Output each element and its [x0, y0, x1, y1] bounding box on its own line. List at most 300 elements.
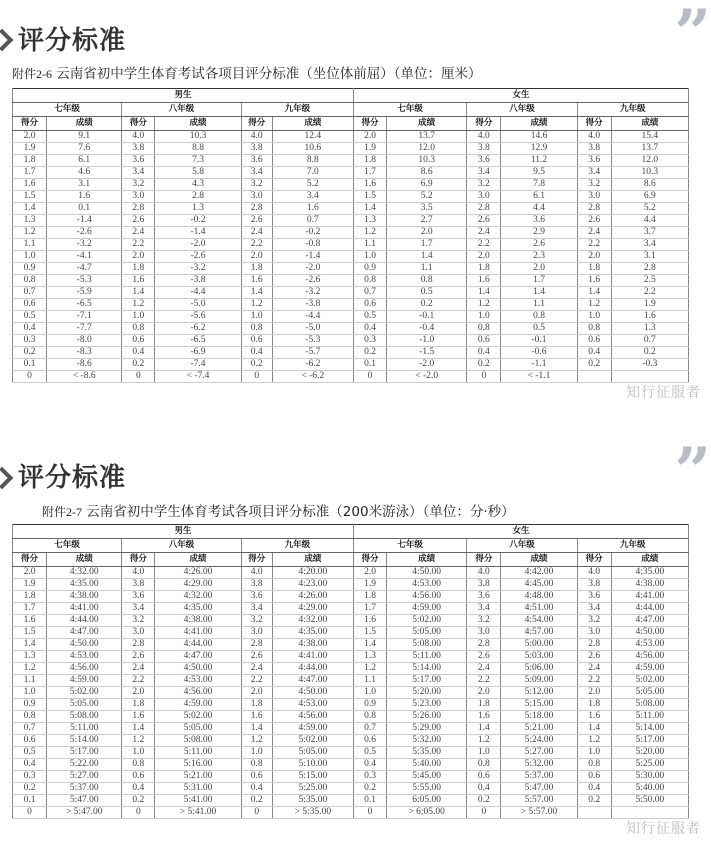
- score-cell: 1.0: [13, 687, 47, 699]
- score-cell: 2.2: [241, 239, 272, 251]
- score-cell: 0.2: [241, 359, 272, 371]
- score-cell: 0.7: [353, 723, 386, 735]
- result-cell: 5:08.00: [47, 711, 122, 723]
- result-cell: 4:53.00: [611, 639, 688, 651]
- score-header: 得分: [13, 117, 47, 131]
- result-cell: -7.4: [155, 359, 241, 371]
- result-cell: 4:29.00: [272, 603, 353, 615]
- score-cell: 1.2: [577, 299, 611, 311]
- result-cell: 4:23.00: [272, 579, 353, 591]
- score-cell: 0: [467, 807, 501, 819]
- score-cell: 4.0: [577, 131, 611, 143]
- table-row: [13, 783, 689, 795]
- score-cell: 3.8: [467, 143, 501, 155]
- score-cell: 0: [241, 807, 272, 819]
- result-cell: -4.4: [155, 287, 241, 299]
- result-cell: -6.2: [155, 323, 241, 335]
- score-cell: 2.6: [577, 215, 611, 227]
- score-cell: 0.4: [13, 759, 47, 771]
- result-cell: -3.8: [272, 299, 353, 311]
- score-cell: 1.7: [353, 167, 386, 179]
- score-cell: 0.8: [13, 275, 47, 287]
- score-cell: 1.4: [122, 723, 155, 735]
- score-cell: 1.2: [122, 299, 155, 311]
- result-cell: 13.7: [611, 143, 688, 155]
- result-cell: 12.4: [272, 131, 353, 143]
- result-cell: 4:41.00: [155, 627, 241, 639]
- result-cell: 5:25.00: [611, 759, 688, 771]
- score-cell: 1.9: [13, 579, 47, 591]
- score-cell: 1.8: [122, 263, 155, 275]
- score-cell: 2.6: [241, 651, 272, 663]
- grade-header: 八年级: [122, 539, 241, 553]
- grade-header: 九年级: [577, 103, 688, 117]
- result-cell: 4.3: [155, 179, 241, 191]
- score-cell: 3.6: [122, 155, 155, 167]
- result-cell: 2.9: [501, 227, 577, 239]
- score-cell: 2.4: [577, 663, 611, 675]
- score-cell: 0.4: [467, 783, 501, 795]
- result-cell: 5:08.00: [611, 699, 688, 711]
- result-cell: 5:05.00: [611, 687, 688, 699]
- result-cell: 4:47.00: [155, 651, 241, 663]
- score-cell: 2.2: [467, 675, 501, 687]
- result-cell: > 5:47.00: [47, 807, 122, 819]
- score-cell: 2.0: [353, 131, 386, 143]
- score-cell: 1.2: [241, 735, 272, 747]
- score-cell: 2.6: [122, 215, 155, 227]
- result-cell: > 6:05.00: [387, 807, 467, 819]
- score-cell: 4.0: [122, 131, 155, 143]
- result-cell: 4:41.00: [272, 651, 353, 663]
- result-cell: 5:11.00: [47, 723, 122, 735]
- result-header: 成绩: [272, 553, 353, 567]
- result-cell: -6.5: [47, 299, 122, 311]
- result-cell: 4:59.00: [272, 723, 353, 735]
- score-cell: 1.0: [353, 251, 386, 263]
- score-cell: 3.0: [122, 627, 155, 639]
- score-cell: 3.8: [122, 579, 155, 591]
- score-cell: 3.8: [241, 143, 272, 155]
- grade-header: 七年级: [13, 103, 122, 117]
- result-cell: 4.6: [47, 167, 122, 179]
- result-cell: 5:30.00: [611, 771, 688, 783]
- result-cell: -0.3: [611, 359, 688, 371]
- result-cell: -5.3: [47, 275, 122, 287]
- score-cell: 3.2: [122, 179, 155, 191]
- result-cell: 4:32.00: [155, 591, 241, 603]
- score-cell: 3.0: [577, 191, 611, 203]
- result-cell: 4:38.00: [611, 579, 688, 591]
- result-cell: 7.8: [501, 179, 577, 191]
- result-cell: -1.4: [272, 251, 353, 263]
- score-cell: 0.2: [122, 795, 155, 807]
- score-cell: 1.8: [13, 155, 47, 167]
- result-cell: 5:37.00: [47, 783, 122, 795]
- result-cell: 8.8: [272, 155, 353, 167]
- score-cell: 1.7: [13, 603, 47, 615]
- score-cell: 1.4: [13, 203, 47, 215]
- score-cell: 3.2: [577, 179, 611, 191]
- result-cell: 4:53.00: [47, 651, 122, 663]
- score-cell: 1.2: [122, 735, 155, 747]
- score-cell: 2.8: [577, 203, 611, 215]
- grade-header: 七年级: [13, 539, 122, 553]
- score-cell: 1.3: [353, 651, 386, 663]
- score-cell: 0.2: [241, 795, 272, 807]
- score-cell: 0.4: [122, 783, 155, 795]
- result-cell: 4:59.00: [47, 675, 122, 687]
- score-cell: 0.8: [13, 711, 47, 723]
- grade-header: 八年级: [467, 103, 577, 117]
- score-cell: 1.9: [353, 143, 386, 155]
- gender-header-row: [13, 525, 689, 539]
- result-cell: 5:20.00: [611, 747, 688, 759]
- score-cell: 0.6: [353, 299, 386, 311]
- score-cell: 3.4: [122, 603, 155, 615]
- score-cell: 2.8: [467, 639, 501, 651]
- score-cell: 2.0: [353, 567, 386, 579]
- score-cell: 1.0: [577, 747, 611, 759]
- result-cell: 14.6: [501, 131, 577, 143]
- result-cell: 4:20.00: [272, 567, 353, 579]
- result-cell: -1.4: [47, 215, 122, 227]
- result-cell: -5.6: [155, 311, 241, 323]
- score-cell: 1.6: [467, 711, 501, 723]
- score-cell: 0.1: [13, 795, 47, 807]
- result-cell: 4:59.00: [155, 699, 241, 711]
- score-cell: 2.8: [241, 203, 272, 215]
- result-cell: 5:27.00: [501, 747, 577, 759]
- result-cell: 5:21.00: [501, 723, 577, 735]
- result-cell: -1.4: [155, 227, 241, 239]
- score-cell: 0.6: [577, 335, 611, 347]
- score-cell: 0.8: [241, 323, 272, 335]
- score-cell: 3.0: [122, 191, 155, 203]
- score-cell: 0: [13, 371, 47, 383]
- result-cell: 0.7: [272, 215, 353, 227]
- result-cell: -6.2: [272, 359, 353, 371]
- result-cell: -1.5: [387, 347, 467, 359]
- result-cell: 1.3: [611, 323, 688, 335]
- score-cell: 2.2: [577, 239, 611, 251]
- result-cell: 1.1: [387, 263, 467, 275]
- score-cell: 1.4: [577, 723, 611, 735]
- score-cell: 2.4: [467, 663, 501, 675]
- score-cell: 3.6: [467, 155, 501, 167]
- score-cell: 2.6: [122, 651, 155, 663]
- score-header: 得分: [241, 117, 272, 131]
- result-cell: 4:32.00: [272, 615, 353, 627]
- score-cell: 0: [353, 807, 386, 819]
- score-cell: 3.6: [241, 591, 272, 603]
- score-cell: 1.1: [13, 675, 47, 687]
- score-cell: 3.2: [241, 615, 272, 627]
- table-row: [13, 627, 689, 639]
- result-cell: 5:09.00: [501, 675, 577, 687]
- score-cell: 3.2: [241, 179, 272, 191]
- score-cell: 0.2: [13, 783, 47, 795]
- result-cell: 11.2: [501, 155, 577, 167]
- score-cell: 0.4: [577, 783, 611, 795]
- grade-header: 七年级: [353, 103, 466, 117]
- result-cell: 8.6: [611, 179, 688, 191]
- result-cell: 4:45.00: [501, 579, 577, 591]
- result-cell: 1.1: [501, 299, 577, 311]
- score-cell: 1.8: [241, 263, 272, 275]
- result-cell: -8.6: [47, 359, 122, 371]
- score-cell: 2.4: [467, 227, 501, 239]
- score-cell: 1.8: [122, 699, 155, 711]
- table-row: [13, 771, 689, 783]
- score-cell: 1.8: [13, 591, 47, 603]
- score-cell: 1.2: [467, 299, 501, 311]
- result-cell: 5:40.00: [387, 759, 467, 771]
- score-cell: 2.6: [577, 651, 611, 663]
- score-cell: 2.8: [122, 639, 155, 651]
- result-cell: 2.8: [611, 263, 688, 275]
- score-cell: 0.1: [13, 359, 47, 371]
- result-cell: 6.9: [611, 191, 688, 203]
- score-cell: 0.8: [241, 759, 272, 771]
- score-cell: 3.6: [577, 591, 611, 603]
- result-cell: -6.9: [155, 347, 241, 359]
- score-cell: 1.6: [122, 275, 155, 287]
- result-cell: 10.3: [611, 167, 688, 179]
- result-cell: -1.1: [501, 359, 577, 371]
- result-cell: 4:29.00: [155, 579, 241, 591]
- table-row: [13, 651, 689, 663]
- score-cell: 0.4: [13, 323, 47, 335]
- score-cell: 1.8: [577, 699, 611, 711]
- score-cell: 2.0: [122, 251, 155, 263]
- result-cell: 4.4: [611, 215, 688, 227]
- result-cell: -5.0: [272, 323, 353, 335]
- score-cell: 0.8: [577, 759, 611, 771]
- result-cell: -6.5: [155, 335, 241, 347]
- score-cell: 0.9: [353, 699, 386, 711]
- score-cell: 1.2: [13, 663, 47, 675]
- score-cell: 1.3: [13, 215, 47, 227]
- score-cell: 0.8: [467, 759, 501, 771]
- score-cell: 3.4: [241, 167, 272, 179]
- result-cell: -7.7: [47, 323, 122, 335]
- result-cell: 5:14.00: [611, 723, 688, 735]
- score-cell: 1.6: [241, 711, 272, 723]
- result-cell: 1.7: [501, 275, 577, 287]
- score-cell: 1.8: [577, 263, 611, 275]
- score-cell: 0.2: [353, 347, 386, 359]
- score-cell: 2.4: [241, 227, 272, 239]
- result-header: 成绩: [387, 117, 467, 131]
- score-cell: 2.0: [13, 131, 47, 143]
- score-cell: 1.0: [577, 311, 611, 323]
- score-cell: 3.6: [577, 155, 611, 167]
- score-cell: 1.8: [467, 699, 501, 711]
- score-cell: 4.0: [467, 567, 501, 579]
- result-cell: 0.5: [387, 287, 467, 299]
- score-cell: 2.0: [122, 687, 155, 699]
- score-header: 得分: [353, 553, 386, 567]
- score-cell: 1.6: [241, 275, 272, 287]
- result-cell: 4:35.00: [155, 603, 241, 615]
- watermark: 知行征服者: [626, 821, 701, 837]
- score-cell: 1.2: [467, 735, 501, 747]
- result-cell: 5:31.00: [155, 783, 241, 795]
- appendix-number: 附件2-6: [12, 67, 52, 81]
- result-cell: 5:17.00: [47, 747, 122, 759]
- result-cell: -4.1: [47, 251, 122, 263]
- result-cell: 4:41.00: [47, 603, 122, 615]
- result-cell: 7.0: [272, 167, 353, 179]
- score-cell: 1.9: [13, 143, 47, 155]
- result-header: 成绩: [272, 117, 353, 131]
- result-cell: 5:06.00: [501, 663, 577, 675]
- score-cell: 1.4: [13, 639, 47, 651]
- result-cell: 4:51.00: [501, 603, 577, 615]
- result-cell: 4:56.00: [387, 591, 467, 603]
- score-cell: 2.4: [577, 227, 611, 239]
- result-cell: 5:05.00: [272, 747, 353, 759]
- score-cell: 2.0: [577, 251, 611, 263]
- result-cell: 0.1: [47, 203, 122, 215]
- result-cell: 2.3: [501, 251, 577, 263]
- table-row: [13, 795, 689, 807]
- result-cell: 5:55.00: [387, 783, 467, 795]
- result-cell: 5:02.00: [47, 687, 122, 699]
- score-cell: 1.8: [467, 263, 501, 275]
- score-cell: 0.2: [467, 359, 501, 371]
- result-cell: 4:53.00: [272, 699, 353, 711]
- score-cell: 1.5: [13, 627, 47, 639]
- result-cell: 5:18.00: [501, 711, 577, 723]
- result-header: 成绩: [501, 553, 577, 567]
- score-cell: 2.4: [122, 227, 155, 239]
- result-cell: -0.1: [501, 335, 577, 347]
- result-cell: 5:10.00: [272, 759, 353, 771]
- score-cell: 0.6: [467, 335, 501, 347]
- score-cell: 2.6: [241, 215, 272, 227]
- table-row: [13, 639, 689, 651]
- result-cell: 5:14.00: [387, 663, 467, 675]
- result-cell: 2.5: [611, 275, 688, 287]
- score-cell: 1.0: [467, 311, 501, 323]
- result-cell: 3.1: [611, 251, 688, 263]
- result-cell: 5:15.00: [501, 699, 577, 711]
- result-cell: 5:57.00: [501, 795, 577, 807]
- score-cell: 0: [13, 807, 47, 819]
- result-cell: 0.8: [501, 311, 577, 323]
- score-cell: 3.8: [122, 143, 155, 155]
- score-cell: 0.7: [353, 287, 386, 299]
- score-cell: 1.2: [241, 299, 272, 311]
- result-cell: 4:38.00: [47, 591, 122, 603]
- result-header: 成绩: [501, 117, 577, 131]
- score-cell: 0.1: [353, 795, 386, 807]
- chevron-icon: [0, 467, 13, 490]
- result-cell: -2.0: [155, 239, 241, 251]
- result-cell: -2.6: [272, 275, 353, 287]
- section-heading: 评分标准: [18, 463, 127, 493]
- score-header: 得分: [467, 553, 501, 567]
- score-cell: 0.9: [13, 263, 47, 275]
- score-cell: 1.6: [577, 711, 611, 723]
- result-cell: 4:32.00: [47, 567, 122, 579]
- score-cell: 1.8: [241, 699, 272, 711]
- score-cell: 2.6: [467, 215, 501, 227]
- result-cell: 5:11.00: [155, 747, 241, 759]
- score-cell: 4.0: [241, 131, 272, 143]
- score-cell: 1.1: [353, 675, 386, 687]
- result-cell: 5:03.00: [501, 651, 577, 663]
- result-cell: 4:54.00: [501, 615, 577, 627]
- result-cell: 5:02.00: [611, 675, 688, 687]
- table-row: [13, 807, 689, 819]
- result-cell: < -6.2: [272, 371, 353, 383]
- score-cell: 0.1: [353, 359, 386, 371]
- result-cell: -4.4: [272, 311, 353, 323]
- result-cell: 0.7: [611, 335, 688, 347]
- result-cell: 4:26.00: [272, 591, 353, 603]
- score-cell: 0.8: [353, 275, 386, 287]
- result-cell: 5:02.00: [387, 615, 467, 627]
- result-cell: 1.6: [611, 311, 688, 323]
- score-cell: 2.4: [122, 663, 155, 675]
- result-cell: 4:44.00: [272, 663, 353, 675]
- score-cell: 1.5: [353, 191, 386, 203]
- result-cell: 3.7: [611, 227, 688, 239]
- score-cell: 0.3: [353, 771, 386, 783]
- table-row: [13, 591, 689, 603]
- result-cell: 5:02.00: [155, 711, 241, 723]
- score-cell: 1.7: [13, 167, 47, 179]
- score-cell: 0.5: [13, 747, 47, 759]
- score-cell: 1.6: [13, 179, 47, 191]
- score-cell: 2.0: [467, 251, 501, 263]
- score-header: 得分: [241, 553, 272, 567]
- result-cell: 5:32.00: [501, 759, 577, 771]
- result-cell: 9.1: [47, 131, 122, 143]
- score-cell: 4.0: [467, 131, 501, 143]
- score-cell: 3.8: [467, 579, 501, 591]
- score-cell: 2.2: [467, 239, 501, 251]
- result-cell: 5:35.00: [272, 795, 353, 807]
- watermark: 知行征服者: [626, 385, 701, 401]
- result-cell: -2.0: [387, 359, 467, 371]
- score-cell: 3.0: [577, 627, 611, 639]
- result-cell: 5:24.00: [501, 735, 577, 747]
- result-cell: 1.6: [272, 203, 353, 215]
- result-cell: -0.6: [501, 347, 577, 359]
- result-cell: 4:41.00: [611, 591, 688, 603]
- score-cell: 1.4: [241, 287, 272, 299]
- result-cell: 5:17.00: [611, 735, 688, 747]
- table-caption: [42, 500, 515, 520]
- result-cell: 4:47.00: [47, 627, 122, 639]
- result-cell: 5:08.00: [155, 735, 241, 747]
- result-cell: < -7.4: [155, 371, 241, 383]
- score-cell: 1.5: [13, 191, 47, 203]
- grade-header: 九年级: [241, 539, 353, 553]
- result-cell: -3.2: [155, 263, 241, 275]
- result-cell: 4:56.00: [47, 663, 122, 675]
- result-cell: 4:53.00: [155, 675, 241, 687]
- column-header-row: [13, 553, 689, 567]
- score-cell: 0: [122, 371, 155, 383]
- score-cell: [577, 807, 611, 819]
- result-cell: 4:35.00: [272, 627, 353, 639]
- result-cell: 5:12.00: [501, 687, 577, 699]
